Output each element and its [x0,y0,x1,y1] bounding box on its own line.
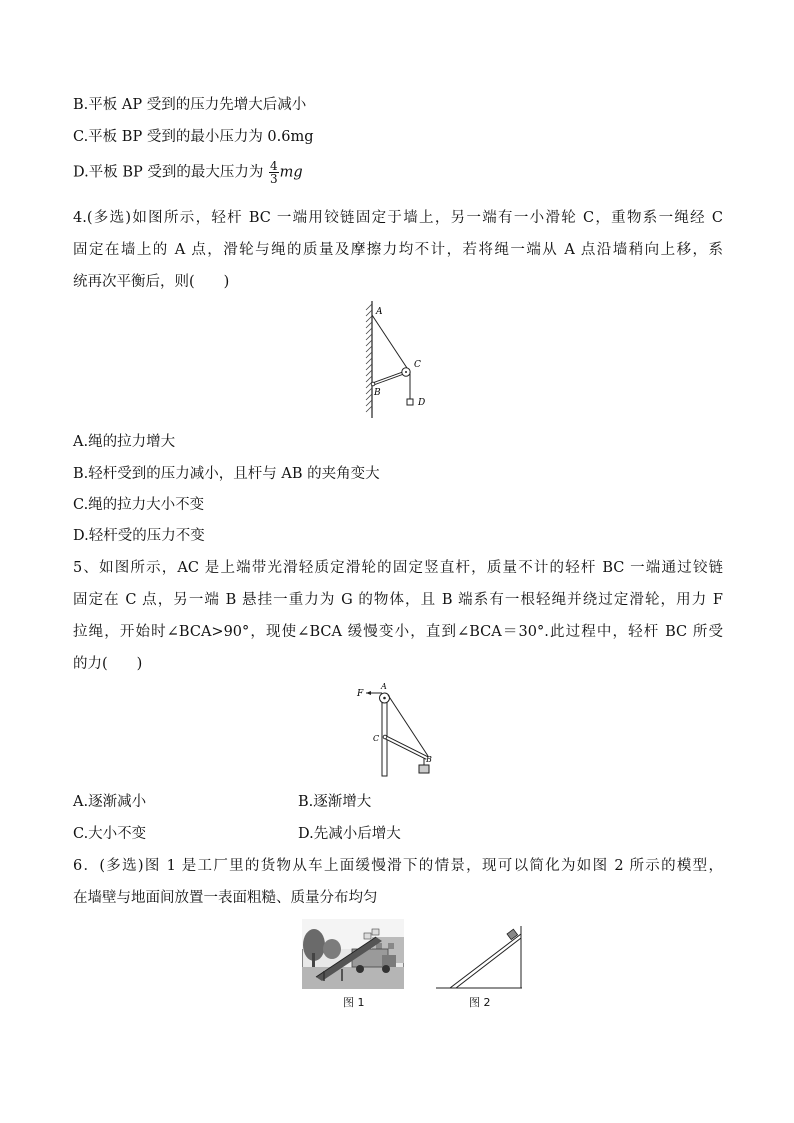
q4-stem-line-2: 固定在墙上的 A 点，滑轮与绳的质量及摩擦力均不计，若将绳一端从 A 点沿墙稍向上移，系 [73,242,723,258]
q3-option-d-text: D.平板 BP 受到的最大压力为 [73,164,264,181]
label-d: D [418,398,426,408]
q5-option-d: D.先减小后增大 [298,826,401,842]
q5-stem-line-4: 的力( ) [73,656,143,672]
q6-figure-2-model [436,922,528,992]
wall-hatching [366,304,372,412]
q3-option-c: C.平板 BP 受到的最小压力为 0.6mg [73,129,314,145]
label-a: A [376,307,383,317]
q3-option-b: B.平板 AP 受到的压力先增大后减小 [73,97,307,113]
q4-option-d: D.轻杆受的压力不变 [73,528,205,544]
label-b: B [374,388,381,398]
q5-figure [352,682,442,780]
q5-stem-line-1: 5、如图所示，AC 是上端带光滑轻质定滑轮的固定竖直杆，质量不计的轻杆 BC 一端通过铰链 [73,560,723,576]
q4-figure [355,298,445,420]
figure-1-caption: 图 1 [343,996,365,1009]
q5-stem-line-2: 固定在 C 点，另一端 B 悬挂一重力为 G 的物体，且 B 端系有一根轻绳并绕过定滑轮，用力 F [73,592,723,608]
fraction [269,160,279,185]
q6-stem-line-1: 6．(多选)图 1 是工厂里的货物从车上面缓慢滑下的情景，现可以简化为如图 2 所示的模型， [73,858,723,874]
label-b: B [426,755,432,764]
hinge-c [383,735,387,739]
figure-2-caption: 图 2 [469,996,491,1009]
hinge-b [371,382,375,386]
q4-option-b: B.轻杆受到的压力减小，且杆与 AB 的夹角变大 [73,466,380,482]
q6-stem-line-2: 在墙壁与地面间放置一表面粗糙、质量分布均匀 [73,890,378,906]
q3-option-d [73,160,303,185]
rope-ac [372,315,407,368]
q5-option-c: C.大小不变 [73,826,147,842]
q6-figure-1-photo [302,919,404,989]
weight-b [419,765,429,773]
label-a: A [381,682,387,691]
incline-board [450,934,521,988]
q4-stem-line-1: 4.(多选)如图所示，轻杆 BC 一端用铰链固定于墙上，另一端有一小滑轮 C，重物系一绳经 C [73,210,723,226]
fraction-numerator: 4 [269,159,278,173]
weight-d [407,399,413,405]
q5-stem-line-3: 拉绳，开始时∠BCA>90°，现使∠BCA 缓慢变小，直到∠BCA＝30°.此过程中，轻杆 BC 所受 [73,624,723,640]
label-c: C [373,734,380,743]
q5-option-a: A.逐渐减小 [73,794,147,810]
label-f: F [357,689,364,699]
fraction-denominator: 3 [269,172,278,186]
q4-stem-line-3: 统再次平衡后，则( ) [73,274,230,290]
q5-option-b: B.逐渐增大 [298,794,372,810]
q3-option-d-unit: mg [279,164,303,181]
q4-option-a: A.绳的拉力增大 [73,434,176,450]
q4-option-c: C.绳的拉力大小不变 [73,497,205,513]
label-c: C [414,360,421,370]
